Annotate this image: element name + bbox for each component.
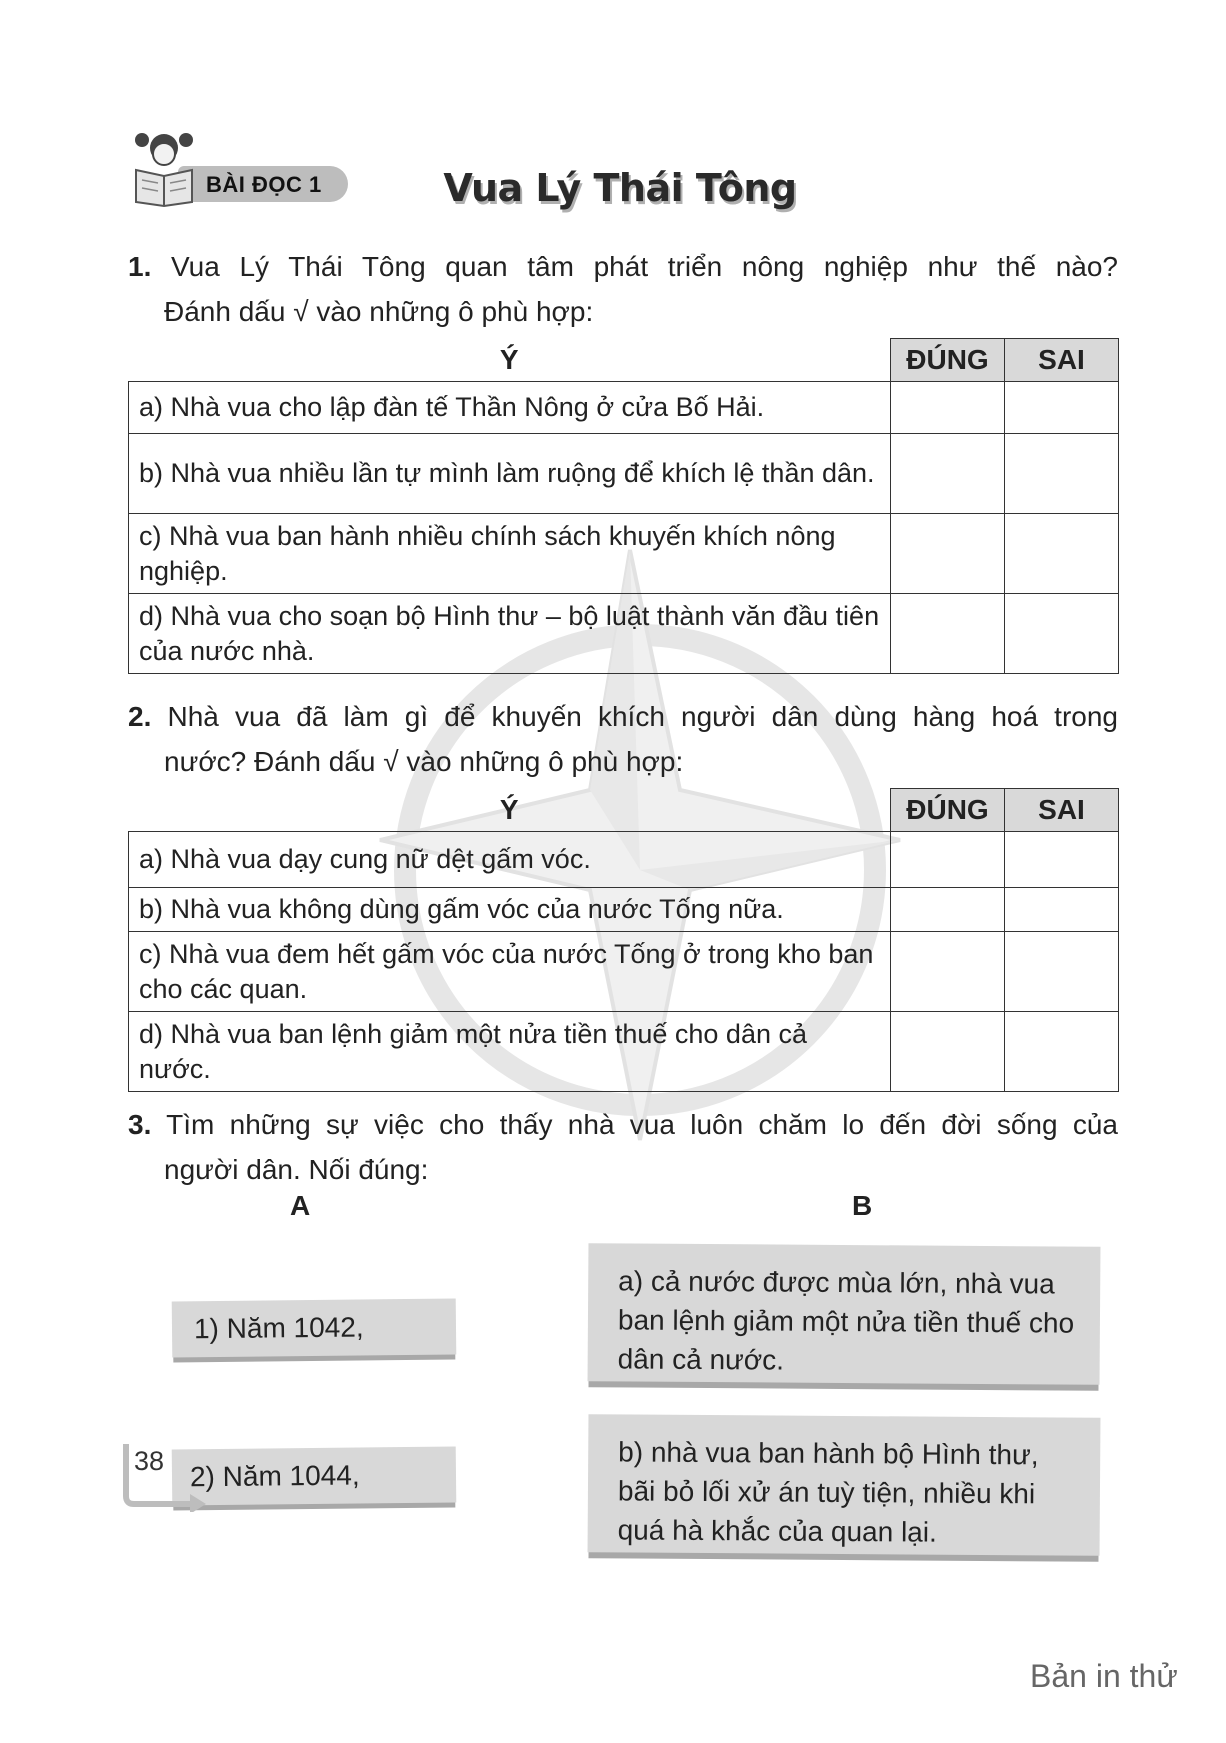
question-instruction: người dân. Nối đúng: xyxy=(164,1154,429,1185)
table-row xyxy=(129,514,1119,594)
true-checkbox[interactable] xyxy=(891,932,1005,1012)
table-row xyxy=(129,932,1119,1012)
table-row xyxy=(129,594,1119,674)
true-checkbox[interactable] xyxy=(891,888,1005,932)
question-3 xyxy=(128,1102,1118,1192)
statement-text: b) Nhà vua nhiều lần tự mình làm ruộng để khích lệ thần dân. xyxy=(129,434,891,514)
statement-text: a) Nhà vua cho lập đàn tế Thần Nông ở cửa Bố Hải. xyxy=(129,382,891,434)
false-checkbox[interactable] xyxy=(1005,932,1119,1012)
table-row xyxy=(129,832,1119,888)
column-header-idea: Ý xyxy=(499,793,519,825)
page-number-box xyxy=(118,1440,208,1512)
match-item-label: 1) Năm 1042, xyxy=(193,1311,364,1345)
column-header-false: SAI xyxy=(1005,789,1119,832)
match-item-label: 2) Năm 1044, xyxy=(189,1459,360,1493)
true-checkbox[interactable] xyxy=(891,594,1005,674)
question-number: 3. xyxy=(128,1109,152,1140)
badge-label: BÀI ĐỌC 1 xyxy=(206,172,322,197)
statement-text: b) Nhà vua không dùng gấm vóc của nước Tống nữa. xyxy=(129,888,891,932)
question-1 xyxy=(128,244,1118,334)
statement-text: c) Nhà vua ban hành nhiều chính sách khuyến khích nông nghiệp. xyxy=(129,514,891,594)
false-checkbox[interactable] xyxy=(1005,382,1119,434)
question-2 xyxy=(128,694,1118,784)
statement-text: c) Nhà vua đem hết gấm vóc của nước Tống ở trong kho ban cho các quan. xyxy=(129,932,891,1012)
true-checkbox[interactable] xyxy=(891,832,1005,888)
question-instruction: Đánh dấu √ vào những ô phù hợp: xyxy=(164,296,594,327)
table-row xyxy=(129,1012,1119,1092)
page-title: Vua Lý Thái Tông xyxy=(443,166,797,210)
question-text: Tìm những sự việc cho thấy nhà vua luôn chăm lo đến đời sống của xyxy=(166,1109,1118,1140)
match-item-label: b) nhà vua ban hành bộ Hình thư, bãi bỏ lối xử án tuỳ tiện, nhiều khi quá hà khắc của quan lại. xyxy=(617,1436,1039,1548)
statement-text: a) Nhà vua dạy cung nữ dệt gấm vóc. xyxy=(129,832,891,888)
false-checkbox[interactable] xyxy=(1005,888,1119,932)
true-checkbox[interactable] xyxy=(891,382,1005,434)
column-header-false: SAI xyxy=(1005,339,1119,382)
table-row xyxy=(129,888,1119,932)
reading-girl-icon xyxy=(128,128,208,208)
false-checkbox[interactable] xyxy=(1005,434,1119,514)
question-number: 2. xyxy=(128,701,152,732)
false-checkbox[interactable] xyxy=(1005,832,1119,888)
match-item-a-1[interactable] xyxy=(172,1299,457,1358)
draft-label: Bản in thử xyxy=(1030,1658,1178,1694)
table-row xyxy=(129,382,1119,434)
question-text: Vua Lý Thái Tông quan tâm phát triển nông nghiệp như thế nào? xyxy=(171,251,1119,282)
answer-table-2 xyxy=(128,788,1119,1092)
page-number: 38 xyxy=(134,1446,165,1476)
question-number: 1. xyxy=(128,251,152,282)
false-checkbox[interactable] xyxy=(1005,1012,1119,1092)
table-row xyxy=(129,434,1119,514)
false-checkbox[interactable] xyxy=(1005,514,1119,594)
column-header-true: ĐÚNG xyxy=(891,789,1005,832)
true-checkbox[interactable] xyxy=(891,1012,1005,1092)
true-checkbox[interactable] xyxy=(891,434,1005,514)
lesson-badge xyxy=(128,128,348,208)
statement-text: d) Nhà vua cho soạn bộ Hình thư – bộ luật thành văn đầu tiên của nước nhà. xyxy=(129,594,891,674)
column-a-heading: A xyxy=(290,1190,311,1221)
column-b-heading: B xyxy=(852,1190,873,1221)
match-item-b-1[interactable] xyxy=(588,1243,1101,1385)
match-item-label: a) cả nước được mùa lớn, nhà vua ban lệnh giảm một nửa tiền thuế cho dân cả nước. xyxy=(617,1265,1075,1376)
answer-table-1 xyxy=(128,338,1119,674)
column-header-true: ĐÚNG xyxy=(891,339,1005,382)
question-instruction: nước? Đánh dấu √ vào những ô phù hợp: xyxy=(164,746,684,777)
match-item-b-2[interactable] xyxy=(588,1414,1101,1556)
question-text: Nhà vua đã làm gì để khuyến khích người dân dùng hàng hoá trong xyxy=(167,701,1118,732)
true-checkbox[interactable] xyxy=(891,514,1005,594)
false-checkbox[interactable] xyxy=(1005,594,1119,674)
statement-text: d) Nhà vua ban lệnh giảm một nửa tiền thuế cho dân cả nước. xyxy=(129,1012,891,1092)
match-item-a-2[interactable] xyxy=(172,1447,457,1506)
column-header-idea: Ý xyxy=(499,343,519,375)
